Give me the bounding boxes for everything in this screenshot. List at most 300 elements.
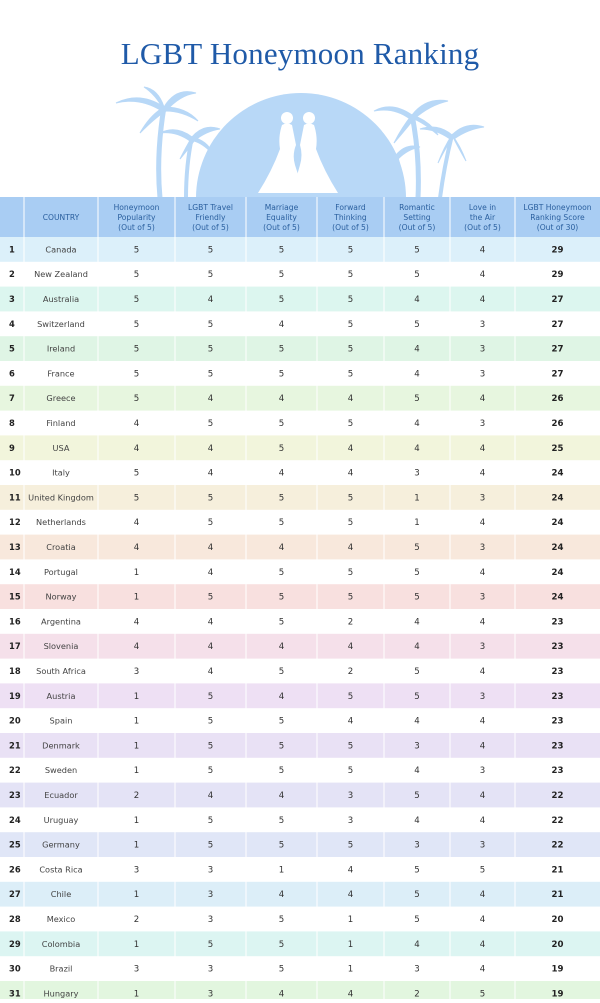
- score-cell: 5: [414, 890, 420, 901]
- score-cell: 4: [207, 295, 214, 305]
- score-cell: 5: [278, 939, 285, 950]
- score-cell: 3: [479, 344, 486, 355]
- score-cell: 5: [207, 419, 214, 429]
- header-illustration: [0, 85, 600, 198]
- row-band: [0, 435, 600, 460]
- rank-cell: 10: [9, 467, 21, 478]
- score-cell: 5: [207, 741, 214, 752]
- total-score-cell: 23: [551, 766, 564, 777]
- score-cell: 4: [133, 518, 140, 529]
- score-cell: 3: [414, 468, 420, 479]
- rank-cell: 12: [9, 517, 21, 528]
- score-cell: 4: [133, 419, 140, 429]
- country-cell: Australia: [42, 294, 80, 304]
- score-cell: 4: [278, 319, 285, 330]
- score-cell: 1: [347, 939, 354, 950]
- score-cell: 5: [347, 567, 354, 578]
- row-band: [0, 783, 600, 808]
- row-band: [0, 336, 600, 361]
- ranking-table: [0, 197, 600, 1003]
- total-score-cell: 26: [551, 419, 564, 429]
- score-cell: 5: [347, 840, 354, 851]
- row-band: [0, 882, 600, 907]
- score-cell: 5: [278, 369, 285, 380]
- rank-cell: 18: [9, 666, 21, 676]
- score-cell: 5: [347, 295, 354, 305]
- column-header: LGBT Travel: [188, 203, 233, 212]
- score-cell: 5: [278, 419, 285, 429]
- rank-cell: 20: [9, 715, 21, 726]
- score-cell: 4: [479, 741, 486, 752]
- score-cell: 4: [207, 642, 214, 653]
- rank-cell: 24: [9, 814, 21, 825]
- score-cell: 4: [479, 964, 486, 975]
- score-cell: 5: [133, 394, 140, 405]
- column-header: Forward: [335, 203, 366, 212]
- score-cell: 3: [479, 642, 486, 653]
- country-cell: Germany: [42, 839, 80, 850]
- score-cell: 4: [207, 468, 214, 479]
- score-cell: 5: [278, 741, 285, 752]
- rank-cell: 2: [9, 269, 15, 280]
- total-score-cell: 27: [551, 369, 564, 380]
- score-cell: 4: [133, 617, 140, 628]
- score-cell: 5: [347, 592, 354, 603]
- total-score-cell: 27: [551, 344, 564, 355]
- score-cell: 4: [414, 344, 420, 355]
- column-header: Marriage: [264, 203, 299, 212]
- rank-cell: 30: [9, 963, 21, 974]
- rank-cell: 4: [9, 318, 15, 329]
- score-cell: 4: [347, 989, 354, 999]
- score-cell: 4: [207, 443, 214, 454]
- score-cell: 1: [347, 964, 354, 975]
- total-score-cell: 19: [551, 989, 564, 999]
- score-cell: 5: [479, 865, 486, 876]
- row-band: [0, 237, 600, 262]
- score-cell: 1: [278, 865, 285, 876]
- rank-cell: 1: [9, 244, 15, 255]
- score-cell: 4: [414, 295, 420, 305]
- score-cell: 5: [278, 295, 285, 305]
- score-cell: 5: [133, 344, 140, 355]
- column-header: Honeymoon: [113, 203, 160, 212]
- rank-cell: 19: [9, 690, 21, 701]
- country-cell: Hungary: [43, 988, 79, 999]
- country-cell: Switzerland: [37, 318, 85, 329]
- score-cell: 1: [133, 592, 140, 603]
- total-score-cell: 24: [551, 518, 564, 529]
- score-cell: 5: [347, 319, 354, 330]
- score-cell: 5: [414, 319, 420, 330]
- score-cell: 4: [347, 890, 354, 901]
- score-cell: 4: [414, 716, 420, 727]
- score-cell: 3: [207, 915, 214, 925]
- score-cell: 5: [207, 369, 214, 380]
- score-cell: 3: [133, 964, 140, 975]
- score-cell: 5: [414, 567, 420, 578]
- country-cell: United Kingdom: [28, 492, 94, 503]
- score-cell: 5: [347, 493, 354, 504]
- score-cell: 3: [207, 989, 214, 999]
- score-cell: 5: [133, 493, 140, 504]
- page-title: LGBT Honeymoon Ranking: [120, 36, 480, 71]
- score-cell: 5: [278, 915, 285, 925]
- score-cell: 5: [207, 518, 214, 529]
- score-cell: 4: [479, 468, 486, 479]
- score-cell: 5: [347, 369, 354, 380]
- score-cell: 4: [414, 815, 420, 826]
- rank-cell: 3: [9, 294, 15, 304]
- score-cell: 5: [207, 245, 214, 256]
- country-cell: Spain: [49, 715, 73, 726]
- score-cell: 5: [347, 741, 354, 752]
- score-cell: 2: [414, 989, 420, 999]
- total-score-cell: 26: [551, 394, 564, 405]
- country-cell: New Zealand: [34, 269, 88, 280]
- total-score-cell: 21: [551, 865, 564, 876]
- row-band: [0, 832, 600, 857]
- score-cell: 1: [133, 766, 140, 777]
- column-header: (Out of 5): [464, 223, 501, 232]
- country-cell: Canada: [45, 244, 77, 255]
- score-cell: 4: [347, 865, 354, 876]
- total-score-cell: 24: [551, 468, 564, 479]
- score-cell: 5: [278, 815, 285, 826]
- score-cell: 5: [207, 270, 214, 281]
- country-cell: Brazil: [49, 963, 73, 974]
- total-score-cell: 23: [551, 667, 564, 677]
- score-cell: 4: [347, 543, 354, 553]
- total-score-cell: 23: [551, 617, 564, 628]
- score-cell: 4: [479, 567, 486, 578]
- score-cell: 3: [347, 791, 354, 801]
- score-cell: 4: [479, 443, 486, 454]
- total-score-cell: 22: [551, 791, 564, 801]
- total-score-cell: 29: [551, 270, 564, 281]
- score-cell: 4: [414, 419, 420, 429]
- country-cell: Ireland: [46, 343, 76, 354]
- total-score-cell: 23: [551, 691, 564, 702]
- score-cell: 3: [479, 592, 486, 603]
- score-cell: 5: [133, 270, 140, 281]
- ranking-table-svg: [0, 197, 600, 999]
- score-cell: 3: [479, 319, 486, 330]
- score-cell: 4: [479, 617, 486, 628]
- row-band: [0, 287, 600, 312]
- country-cell: Uruguay: [43, 814, 79, 825]
- score-cell: 5: [278, 716, 285, 727]
- score-cell: 4: [347, 642, 354, 653]
- row-band: [0, 733, 600, 758]
- column-header: (Out of 5): [118, 223, 155, 232]
- score-cell: 4: [479, 815, 486, 826]
- score-cell: 5: [414, 865, 420, 876]
- rank-cell: 5: [9, 343, 15, 354]
- country-cell: Chile: [50, 889, 72, 900]
- column-header: the Air: [469, 213, 496, 222]
- score-cell: 1: [133, 989, 140, 999]
- score-cell: 4: [414, 939, 420, 950]
- score-cell: 4: [347, 394, 354, 405]
- total-score-cell: 23: [551, 716, 564, 727]
- score-cell: 1: [347, 915, 354, 925]
- score-cell: 4: [479, 716, 486, 727]
- score-cell: 5: [278, 667, 285, 677]
- score-cell: 4: [414, 617, 420, 628]
- score-cell: 4: [278, 890, 285, 901]
- score-cell: 4: [133, 642, 140, 653]
- country-cell: Ecuador: [44, 790, 78, 800]
- score-cell: 1: [414, 518, 420, 529]
- score-cell: 4: [414, 766, 420, 777]
- country-cell: Slovenia: [43, 641, 79, 652]
- rank-cell: 28: [9, 914, 21, 924]
- column-header: Setting: [403, 213, 431, 222]
- score-cell: 4: [479, 245, 486, 256]
- score-cell: 4: [479, 518, 486, 529]
- score-cell: 5: [347, 691, 354, 702]
- country-cell: Denmark: [42, 740, 80, 751]
- rank-cell: 17: [9, 641, 21, 652]
- rank-cell: 22: [9, 765, 21, 776]
- score-cell: 5: [278, 567, 285, 578]
- score-cell: 5: [278, 443, 285, 454]
- score-cell: 5: [207, 766, 214, 777]
- total-score-cell: 20: [551, 939, 564, 950]
- score-cell: 5: [207, 344, 214, 355]
- score-cell: 5: [414, 691, 420, 702]
- column-header: (Out of 5): [263, 223, 300, 232]
- score-cell: 4: [133, 543, 140, 553]
- score-cell: 3: [479, 419, 486, 429]
- score-cell: 4: [347, 716, 354, 727]
- score-cell: 4: [207, 617, 214, 628]
- rank-cell: 29: [9, 938, 21, 949]
- column-header: Love in: [468, 203, 497, 212]
- total-score-cell: 24: [551, 543, 564, 553]
- country-cell: South Africa: [36, 666, 86, 676]
- score-cell: 4: [278, 394, 285, 405]
- header-band: [0, 197, 600, 237]
- score-cell: 4: [278, 543, 285, 553]
- rank-cell: 11: [9, 492, 21, 503]
- score-cell: 5: [133, 295, 140, 305]
- score-cell: 5: [133, 245, 140, 256]
- score-cell: 5: [207, 319, 214, 330]
- score-cell: 3: [207, 890, 214, 901]
- score-cell: 4: [278, 691, 285, 702]
- country-cell: Sweden: [44, 765, 78, 776]
- score-cell: 5: [347, 766, 354, 777]
- total-score-cell: 20: [551, 915, 564, 925]
- column-header: Thinking: [334, 213, 367, 222]
- rank-cell: 31: [9, 988, 21, 999]
- column-header: (Out of 5): [332, 223, 369, 232]
- score-cell: 5: [414, 791, 420, 801]
- score-cell: 5: [207, 493, 214, 504]
- score-cell: 5: [278, 840, 285, 851]
- score-cell: 4: [479, 890, 486, 901]
- score-cell: 4: [278, 989, 285, 999]
- score-cell: 5: [278, 344, 285, 355]
- score-cell: 5: [347, 245, 354, 256]
- score-cell: 2: [133, 791, 140, 801]
- rank-cell: 15: [9, 591, 21, 602]
- score-cell: 3: [207, 865, 214, 876]
- total-score-cell: 24: [551, 493, 564, 504]
- rank-cell: 7: [9, 393, 15, 404]
- score-cell: 2: [347, 617, 354, 628]
- rank-cell: 13: [9, 542, 21, 552]
- column-header: COUNTRY: [42, 213, 80, 222]
- row-band: [0, 981, 600, 999]
- rank-cell: 25: [9, 839, 21, 850]
- score-cell: 5: [278, 592, 285, 603]
- country-cell: USA: [52, 442, 70, 453]
- score-cell: 5: [278, 617, 285, 628]
- rank-cell: 26: [9, 864, 21, 875]
- score-cell: 4: [347, 443, 354, 454]
- score-cell: 5: [133, 319, 140, 330]
- score-cell: 5: [278, 493, 285, 504]
- row-band: [0, 683, 600, 708]
- score-cell: 1: [133, 741, 140, 752]
- rank-cell: 8: [9, 418, 15, 428]
- score-cell: 5: [207, 815, 214, 826]
- row-band: [0, 634, 600, 659]
- total-score-cell: 23: [551, 741, 564, 752]
- country-cell: Portugal: [44, 566, 78, 577]
- score-cell: 5: [414, 245, 420, 256]
- score-cell: 5: [278, 518, 285, 529]
- score-cell: 5: [479, 989, 486, 999]
- total-score-cell: 24: [551, 567, 564, 578]
- score-cell: 5: [207, 716, 214, 727]
- score-cell: 4: [207, 791, 214, 801]
- score-cell: 5: [278, 766, 285, 777]
- country-cell: Greece: [46, 393, 76, 404]
- rank-cell: 21: [9, 740, 21, 751]
- total-score-cell: 27: [551, 319, 564, 330]
- score-cell: 4: [278, 642, 285, 653]
- row-band: [0, 535, 600, 560]
- row-band: [0, 584, 600, 609]
- column-header: Popularity: [117, 213, 156, 222]
- total-score-cell: 22: [551, 840, 564, 851]
- score-cell: 4: [133, 443, 140, 454]
- rank-cell: 23: [9, 790, 21, 800]
- score-cell: 3: [479, 543, 486, 553]
- score-cell: 5: [278, 964, 285, 975]
- score-cell: 1: [133, 890, 140, 901]
- score-cell: 4: [207, 394, 214, 405]
- country-cell: Colombia: [41, 938, 81, 949]
- score-cell: 3: [414, 964, 420, 975]
- score-cell: 5: [133, 369, 140, 380]
- score-cell: 4: [278, 791, 285, 801]
- country-cell: Croatia: [46, 542, 76, 552]
- score-cell: 3: [479, 840, 486, 851]
- score-cell: 3: [347, 815, 354, 826]
- score-cell: 5: [347, 419, 354, 429]
- score-cell: 1: [414, 493, 420, 504]
- total-score-cell: 21: [551, 890, 564, 901]
- score-cell: 5: [207, 691, 214, 702]
- total-score-cell: 29: [551, 245, 564, 256]
- score-cell: 4: [414, 443, 420, 454]
- score-cell: 5: [347, 344, 354, 355]
- country-cell: Costa Rica: [39, 864, 83, 875]
- score-cell: 5: [207, 592, 214, 603]
- score-cell: 4: [479, 295, 486, 305]
- score-cell: 3: [133, 667, 140, 677]
- score-cell: 3: [414, 840, 420, 851]
- column-header: LGBT Honeymoon: [523, 203, 592, 212]
- score-cell: 5: [347, 270, 354, 281]
- score-cell: 5: [347, 518, 354, 529]
- score-cell: 1: [133, 939, 140, 950]
- total-score-cell: 25: [551, 443, 564, 454]
- score-cell: 3: [414, 741, 420, 752]
- total-score-cell: 19: [551, 964, 564, 975]
- score-cell: 4: [479, 394, 486, 405]
- score-cell: 1: [133, 840, 140, 851]
- score-cell: 5: [414, 543, 420, 553]
- score-cell: 5: [414, 270, 420, 281]
- score-cell: 3: [479, 493, 486, 504]
- score-cell: 3: [479, 691, 486, 702]
- country-cell: Mexico: [46, 914, 76, 924]
- score-cell: 4: [479, 667, 486, 677]
- score-cell: 3: [479, 369, 486, 380]
- total-score-cell: 23: [551, 642, 564, 653]
- country-cell: Netherlands: [36, 517, 86, 528]
- score-cell: 5: [133, 468, 140, 479]
- country-cell: Italy: [52, 467, 70, 478]
- rank-cell: 14: [9, 566, 21, 577]
- country-cell: Austria: [46, 690, 76, 701]
- score-cell: 4: [479, 939, 486, 950]
- score-cell: 4: [479, 915, 486, 925]
- score-cell: 1: [133, 691, 140, 702]
- score-cell: 3: [207, 964, 214, 975]
- rank-cell: 9: [9, 442, 15, 453]
- score-cell: 3: [479, 766, 486, 777]
- country-cell: Finland: [46, 418, 76, 428]
- column-header: Romantic: [399, 203, 435, 212]
- score-cell: 2: [347, 667, 354, 677]
- rank-cell: 6: [9, 368, 15, 379]
- row-band: [0, 931, 600, 956]
- score-cell: 5: [414, 915, 420, 925]
- column-header: (Out of 30): [536, 223, 579, 232]
- total-score-cell: 27: [551, 295, 564, 305]
- score-cell: 5: [207, 840, 214, 851]
- total-score-cell: 24: [551, 592, 564, 603]
- score-cell: 5: [414, 667, 420, 677]
- score-cell: 4: [207, 667, 214, 677]
- rank-cell: 27: [9, 889, 21, 900]
- score-cell: 4: [479, 270, 486, 281]
- column-header: (Out of 5): [192, 223, 229, 232]
- total-score-cell: 22: [551, 815, 564, 826]
- column-header: Friendly: [195, 213, 226, 222]
- score-cell: 5: [414, 394, 420, 405]
- score-cell: 3: [133, 865, 140, 876]
- rank-cell: 16: [9, 616, 21, 627]
- column-header: Ranking Score: [530, 213, 585, 222]
